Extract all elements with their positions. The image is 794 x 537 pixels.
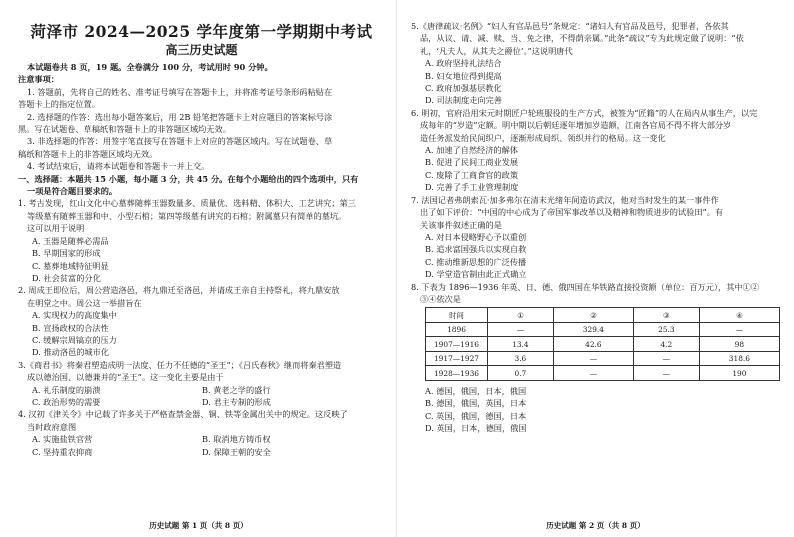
- option-a: A. 礼乐制度的崩溃: [32, 384, 101, 395]
- question-5: [411, 20, 782, 107]
- question-8: [411, 281, 782, 435]
- option-a: A. 对日本侵略野心予以重创: [425, 231, 527, 242]
- option-c: C. 墓葬地域特征明显: [32, 260, 109, 271]
- notes-heading: 注意事项：: [18, 74, 59, 85]
- table-cell: 4.2: [633, 337, 699, 352]
- question-3: [18, 359, 385, 409]
- question-stem: 7. 法国记者弗朗索瓦·加多弗尔在清末光绪年间造访武汉，他对当时发生的某一事件作: [411, 194, 719, 205]
- option-c: C. 政治形势的需要: [32, 396, 101, 407]
- table-cell: 1928—1936: [426, 366, 488, 381]
- option-row: [18, 384, 385, 396]
- option-c: C. 政府加强基层教化: [425, 83, 502, 94]
- option-c: C. 缓解宗周镐京的压力: [32, 334, 117, 345]
- table-header-cell: ①: [488, 308, 554, 323]
- table-header-cell: ④: [699, 308, 779, 323]
- option-a: A. 实现权力的高度集中: [32, 310, 117, 321]
- table-cell: —: [699, 322, 779, 337]
- option-a: A. 德国，俄国，日本，俄国: [425, 385, 527, 396]
- question-stem: 关该事件叙述正确的是: [420, 219, 502, 230]
- question-stem: 8. 下表为 1896—1936 年英、日、德、俄四国在华铁路直接投资额（单位：百万元），其中①②: [411, 281, 759, 292]
- option-b: B. 取消地方铸币权: [202, 434, 271, 445]
- page-footer: 历史试题 第 1 页（共 8 页）: [149, 521, 248, 530]
- exam-subtitle: 高三历史试题: [165, 43, 238, 57]
- table-cell: —: [553, 351, 633, 366]
- option-b: B. 早期国家的形成: [32, 248, 101, 259]
- table-cell: 1896: [426, 322, 488, 337]
- note-line: 黑。写在试题卷、草稿纸和答题卡上的非答题区域均无效。: [18, 124, 231, 135]
- table-row: [426, 337, 780, 352]
- option-row: [18, 446, 385, 458]
- table-cell: —: [488, 322, 554, 337]
- option-b: B. 黄老之学的盛行: [202, 384, 271, 395]
- option-c: C. 坚持重农抑商: [32, 446, 93, 457]
- option-a: A. 实施盐铁官营: [32, 434, 93, 445]
- exam-intro: 本试题卷共 8 页，19 题。全卷满分 100 分，考试用时 90 分钟。: [27, 62, 273, 72]
- option-d: D. 君主专制的形成: [202, 396, 271, 407]
- table-header-cell: ②: [553, 308, 633, 323]
- investment-table: [425, 307, 780, 381]
- option-b: B. 宣扬政权的合法性: [32, 322, 109, 333]
- option-row: [18, 433, 385, 445]
- table-cell: 329.4: [553, 322, 633, 337]
- question-stem: 等级墓有随葬玉器和中、小型石棺；第四等级墓有讲究的石棺；附属墓只有简单的墓坑。: [27, 210, 347, 221]
- question-stem: ③④依次是: [420, 293, 461, 304]
- question-stem: 这可以用于说明: [27, 223, 85, 234]
- option-b: B. 追求富国强兵以实现自救: [425, 244, 527, 255]
- section-heading: 一、选择题：本题共 15 小题，每小题 3 分，共 45 分。在每个小题给出的四个选项中，只有: [18, 173, 359, 184]
- note-line: 4. 考试结束后，请将本试题卷和答题卡一并上交。: [27, 161, 210, 172]
- question-stem: 成每年的“岁造”定额。明中期以后朝廷逐年增加岁造额，江南各官局不得不将大部分岁: [420, 120, 732, 131]
- question-2: [18, 284, 385, 358]
- question-stem: 2. 周成王即位后，周公营造洛邑，将九鼎迁至洛邑，并请成王亲自主持祭礼，将九鼎安放: [18, 285, 340, 296]
- option-d: D. 推动洛邑的城市化: [32, 347, 109, 358]
- table-cell: 1907—1916: [426, 337, 488, 352]
- option-d: D. 司法制度走向完善: [425, 95, 502, 106]
- table-row: [426, 322, 780, 337]
- table-cell: 13.4: [488, 337, 554, 352]
- question-stem: 5.《唐律疏议·名例》“妇人有官品邑号”条规定：“诸妇人有官品及邑号，犯罪者，各依其: [411, 21, 729, 31]
- table-cell: 0.7: [488, 366, 554, 381]
- option-c: C. 英国，俄国，德国，日本: [425, 410, 527, 421]
- question-7: [411, 194, 782, 281]
- question-stem: 1. 考古发现，红山文化中心墓葬随葬玉器数量多、质量优、选料精、体积大、工艺讲究；第三: [18, 198, 356, 209]
- note-line: 答题卡上的指定位置。: [18, 99, 100, 110]
- table-cell: 318.6: [699, 351, 779, 366]
- table-cell: 98: [699, 337, 779, 352]
- option-d: D. 完善了手工业管理制度: [425, 182, 519, 193]
- table-header-cell: ③: [633, 308, 699, 323]
- table-cell: 190: [699, 366, 779, 381]
- table-row: [426, 366, 780, 381]
- note-line: 3. 非选择题的作答：用签字笔直接写在答题卡上对应的答题区域内。写在试题卷、草: [27, 136, 333, 147]
- right-page: [397, 0, 794, 537]
- option-a: A. 政府坚持礼法结合: [425, 58, 502, 69]
- table-cell: 3.6: [488, 351, 554, 366]
- note-line: 2. 选择题的作答：选出每小题答案后，用 2B 铅笔把答题卡上对应题目的答案标号涂: [27, 111, 333, 122]
- question-stem: 礼，‘凡夫人，从其夫之爵位’。”这说明唐代: [420, 45, 573, 56]
- option-c: C. 推动维新思想的广泛传播: [425, 256, 527, 267]
- table-header-row: [426, 308, 780, 323]
- section-heading-cont: 一项是符合题目要求的。: [27, 186, 118, 197]
- question-1: [18, 197, 385, 284]
- question-stem: 出了如下评价：“中国的中心成为了帝国军事改革以及精神和物质进步的试验田”。有: [420, 207, 724, 218]
- option-d: D. 保障王朝的安全: [202, 446, 271, 457]
- table-row: [426, 351, 780, 366]
- exam-title: 菏泽市 2024—2025 学年度第一学期期中考试: [30, 22, 373, 41]
- option-d: D. 学堂造官制由此正式确立: [425, 269, 527, 280]
- question-stem: 6. 明初，官府沿用宋元时期匠户轮班服役的生产方式，被签为“匠籍”的人在局内从事生产，以完: [411, 107, 758, 118]
- question-stem: 成以德治国、以德兼并的“圣王”。这一变化主要是由于: [27, 372, 224, 383]
- question-stem: 当时政府意图: [27, 421, 77, 432]
- table-cell: 25.3: [633, 322, 699, 337]
- option-a: A. 加速了自然经济的解体: [425, 145, 518, 156]
- option-a: A. 玉器是随葬必需品: [32, 235, 109, 246]
- question-stem: 3.《商君书》将秦君塑造成明一法度、任力不任德的“圣王”；《吕氏春秋》继而将秦君塑造: [18, 359, 342, 370]
- note-line: 稿纸和答题卡上的非答题区域均无效。: [18, 148, 158, 159]
- note-line: 1. 答题前，先将自己的姓名、准考证号填写在答题卡上，并将准考证号条形码粘贴在: [27, 86, 333, 97]
- question-stem: 4. 汉初《津关令》中记载了许多关于严格查禁金器、铜、铁等金属出关中的规定。这反映了: [18, 409, 348, 420]
- question-stem: 品，从议、请、减、赎、当、免之律，不得荫亲属。”此条“疏议”专为此规定做了说明：“依: [420, 33, 744, 44]
- option-d: D. 英国，日本，德国，俄国: [425, 423, 527, 434]
- question-6: [411, 107, 782, 194]
- table-cell: —: [633, 366, 699, 381]
- table-cell: 42.6: [553, 337, 633, 352]
- table-cell: 1917—1927: [426, 351, 488, 366]
- table-cell: —: [633, 351, 699, 366]
- option-b: B. 促进了民间工商业发展: [425, 157, 519, 168]
- page-footer: 历史试题 第 2 页（共 8 页）: [546, 521, 645, 530]
- option-row: [18, 396, 385, 408]
- question-4: [18, 408, 385, 458]
- option-b: B. 德国，俄国，英国，日本: [425, 398, 527, 409]
- option-c: C. 废除了工商食官的政策: [425, 169, 519, 180]
- question-stem: 造任务派发给民间织户，逐渐形成局织、领织并行的格局。这一变化: [420, 132, 666, 143]
- table-cell: —: [553, 366, 633, 381]
- option-b: B. 妇女地位得到提高: [425, 70, 502, 81]
- table-header-cell: 时间: [426, 308, 488, 323]
- option-d: D. 社会贫富的分化: [32, 272, 101, 283]
- question-stem: 在明堂之中。周公这一举措旨在: [27, 297, 142, 308]
